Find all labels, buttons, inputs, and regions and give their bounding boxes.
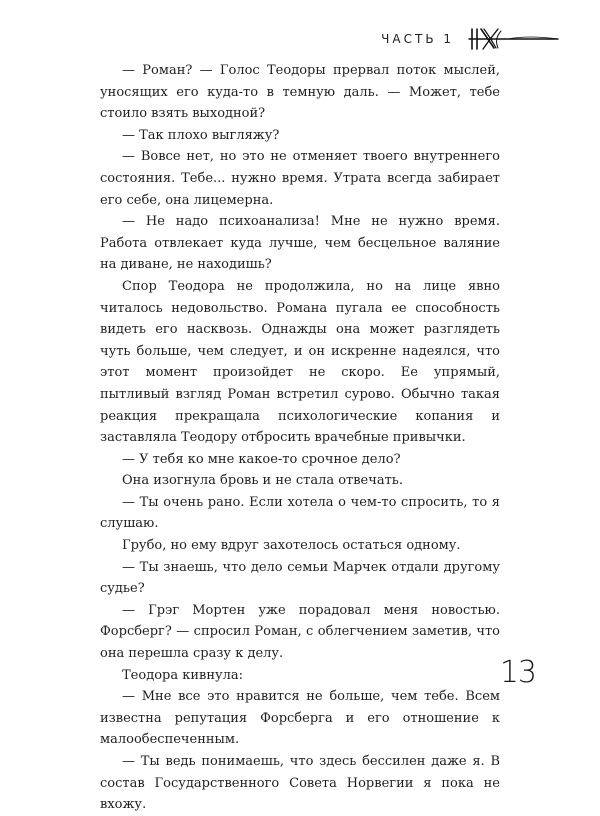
paragraph: — Ты ведь понимаешь, что здесь бессилен даже я. В состав Государственного Совета Норвегии я пока не вхожу.	[100, 754, 500, 813]
paragraph: — У тебя ко мне какое-то срочное дело?	[122, 451, 401, 467]
paragraph: — Вовсе нет, но это не отменяет твоего внутреннего состояния. Тебе... нужно время. Утрата всегда забирает его себе, она лицемерна.	[100, 149, 500, 208]
body-text	[100, 60, 500, 816]
paragraph: — Ты очень рано. Если хотела о чем-то спросить, то я слушаю.	[100, 494, 500, 532]
page-number: 13	[499, 655, 536, 690]
chapter-label: ЧАСТЬ 1	[381, 32, 454, 46]
paragraph: — Не надо психоанализа! Мне не нужно время. Работа отвлекает куда лучше, чем бесцельное валяние на диване, не находишь?	[100, 214, 500, 273]
paragraph: — Грэг Мортен уже порадовал меня новостью. Форсберг? — спросил Роман, с облегчением заметив, что она перешла сразу к делу.	[100, 602, 500, 662]
paragraph: Спор Теодора не продолжила, но на лице явно читалось недовольство. Романа пугала ее способность видеть его насквозь. Однажды она может разглядеть чуть больше, чем следует, и он искренне надеялся, что этот момент произойдет не скоро. Ее упрямый, пытливый взгляд Роман встретил сурово. Обычно такая реакция прекращала психологические копания и заставляла Теодору отбросить врачебные привычки.	[100, 278, 500, 446]
paragraph: — Ты знаешь, что дело семьи Марчек отдали другому судье?	[100, 559, 500, 597]
paragraph: Она изогнула бровь и не стала отвечать.	[122, 473, 403, 489]
paragraph: — Роман? — Голос Теодоры прервал поток мыслей, уносящих его куда-то в темную даль. — Может, тебе стоило взять выходной?	[100, 63, 500, 122]
paragraph: Грубо, но ему вдруг захотелось остаться одному.	[122, 538, 461, 554]
paragraph: — Мне все это нравится не больше, чем тебе. Всем известна репутация Форсберга и его отношение к малообеспеченным.	[100, 689, 500, 748]
paragraph: Теодора кивнула:	[122, 667, 244, 683]
chapter-ornament-icon	[468, 26, 560, 52]
paragraph: — Так плохо выгляжу?	[122, 127, 280, 143]
running-header	[381, 26, 560, 52]
